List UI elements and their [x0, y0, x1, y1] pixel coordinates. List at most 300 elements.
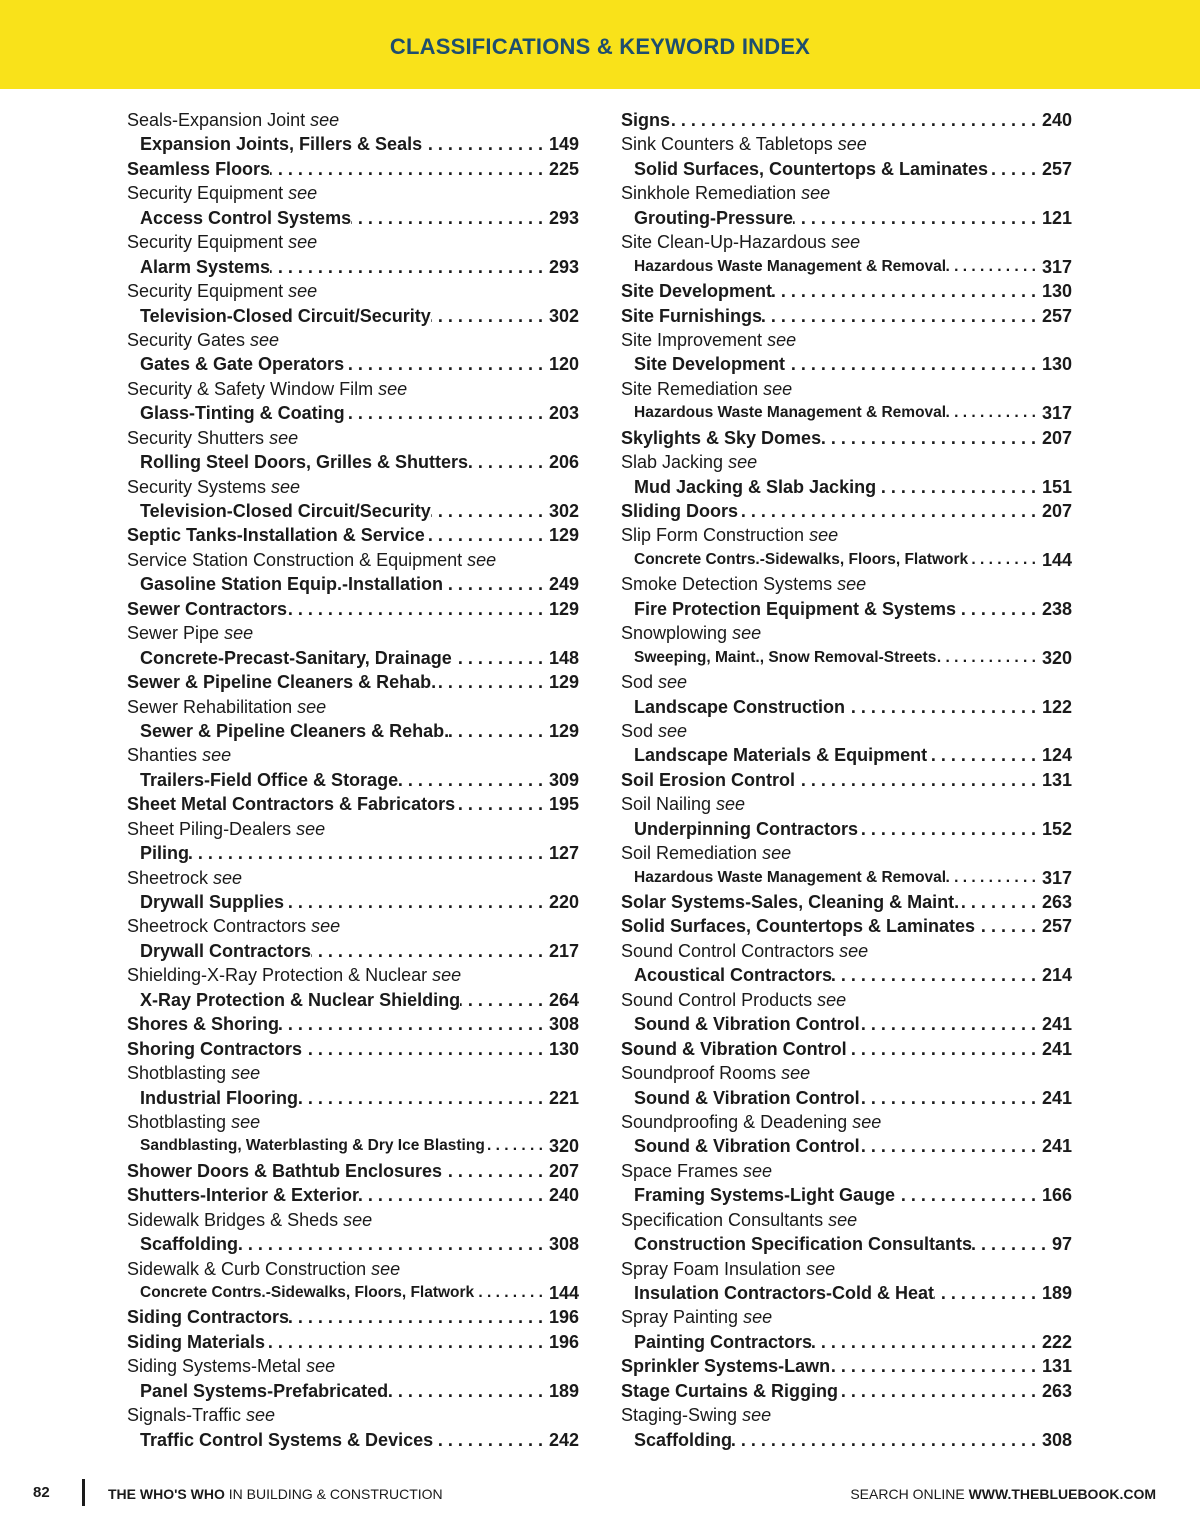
see-reference: [621, 132, 1072, 156]
dot-leader: [670, 108, 1042, 132]
index-entry: [127, 1379, 579, 1403]
see-reference: [621, 1159, 1072, 1183]
see-reference: [127, 279, 579, 303]
see-word: see: [762, 843, 792, 864]
dot-leader: [975, 914, 1042, 938]
entry-page-number: 263: [1041, 892, 1072, 912]
see-reference: [127, 1257, 579, 1281]
index-entry: [127, 523, 579, 547]
index-entry: [127, 401, 579, 425]
entry-classification: Alarm Systems: [140, 256, 271, 277]
entry-page-number: 293: [548, 207, 579, 228]
see-reference: [621, 1257, 1072, 1281]
entry-classification: Landscape Materials & Equipment: [634, 745, 928, 766]
dot-leader: [858, 817, 1042, 841]
entry-page-number: 221: [548, 1087, 579, 1108]
dot-leader: [284, 890, 549, 914]
index-entry: [127, 1232, 579, 1256]
entry-page-number: 152: [1041, 818, 1072, 839]
entry-classification: Solid Surfaces, Countertops & Laminates: [634, 158, 989, 179]
dot-leader: [821, 426, 1042, 450]
dot-leader: [895, 1183, 1042, 1207]
index-entry: [621, 914, 1072, 938]
index-entry: [621, 1330, 1072, 1354]
see-reference: [621, 523, 1072, 547]
see-reference-term: Security Equipment: [127, 281, 284, 302]
entry-page-number: 196: [548, 1307, 579, 1328]
index-entry: [127, 1330, 579, 1354]
index-entry: [621, 890, 1072, 914]
entry-page-number: 122: [1041, 696, 1072, 717]
entry-classification: Grouting-Pressure: [634, 207, 794, 228]
index-entry: [621, 1183, 1072, 1207]
dot-leader: [946, 866, 1042, 890]
index-entry: [621, 597, 1072, 621]
dot-leader: [443, 572, 549, 596]
website-link[interactable]: WWW.THEBLUEBOOK.COM: [968, 1486, 1156, 1502]
see-word: see: [781, 1063, 811, 1084]
index-entry: [127, 352, 579, 376]
see-reference: [127, 377, 579, 401]
see-reference: [127, 426, 579, 450]
see-word: see: [809, 525, 839, 546]
dot-leader: [847, 1037, 1042, 1061]
entry-page-number: 144: [1041, 549, 1072, 570]
dot-leader: [425, 523, 549, 547]
entry-classification: Shores & Shoring: [127, 1014, 280, 1035]
entry-classification: Site Development: [621, 281, 773, 302]
entry-page-number: 263: [1041, 1380, 1072, 1401]
see-reference-term: Site Remediation: [621, 378, 759, 399]
page-title: CLASSIFICATIONS & KEYWORD INDEX: [389, 34, 811, 59]
dot-leader: [936, 646, 1042, 670]
dot-leader: [772, 279, 1042, 303]
entry-classification: Panel Systems-Prefabricated: [140, 1380, 389, 1401]
index-entry: [621, 499, 1072, 523]
entry-classification: Concrete-Precast-Sanitary, Drainage: [140, 647, 452, 668]
see-word: see: [839, 940, 869, 961]
see-reference-term: Sewer Rehabilitation: [127, 696, 293, 717]
dot-leader: [270, 157, 549, 181]
entry-page-number: 130: [548, 1038, 579, 1059]
entry-classification: Sewer & Pipeline Cleaners & Rehab.: [140, 720, 450, 741]
entry-page-number: 130: [1041, 354, 1072, 375]
entry-classification: Construction Specification Consultants: [634, 1234, 973, 1255]
dot-leader: [449, 719, 549, 743]
entry-classification: Fire Protection Equipment & Systems: [634, 598, 957, 619]
entry-classification: Skylights & Sky Domes: [621, 427, 822, 448]
index-entry: [127, 890, 579, 914]
dot-leader: [289, 1305, 549, 1329]
see-reference: [127, 866, 579, 890]
see-reference-term: Sheetrock Contractors: [127, 916, 307, 937]
see-word: see: [658, 672, 688, 693]
see-reference-term: Shotblasting: [127, 1063, 227, 1084]
entry-classification: Industrial Flooring: [140, 1087, 298, 1108]
see-reference: [127, 914, 579, 938]
search-label: SEARCH ONLINE: [850, 1486, 969, 1502]
dot-leader: [956, 597, 1042, 621]
see-reference: [621, 230, 1072, 254]
see-reference: [127, 548, 579, 572]
entry-page-number: 148: [548, 647, 579, 668]
index-entry: [127, 1086, 579, 1110]
index-entry: [127, 1305, 579, 1329]
entry-classification: Concrete Contrs.-Sidewalks, Floors, Flatwork: [140, 1284, 475, 1301]
see-reference: [621, 792, 1072, 816]
see-reference: [621, 1403, 1072, 1427]
dot-leader: [452, 646, 549, 670]
see-reference-term: Smoke Detection Systems: [621, 574, 833, 595]
entry-classification: Insulation Contractors-Cold & Heat: [634, 1283, 935, 1303]
dot-leader: [988, 157, 1042, 181]
see-reference: [127, 695, 579, 719]
index-entry: [127, 1134, 579, 1158]
dot-leader: [287, 597, 549, 621]
entry-page-number: 241: [1041, 1038, 1072, 1059]
index-column-right: [621, 108, 1072, 1452]
see-word: see: [763, 378, 793, 399]
entry-page-number: 207: [1041, 501, 1072, 521]
publication-name: [108, 1486, 443, 1502]
see-reference: [621, 181, 1072, 205]
see-word: see: [432, 965, 462, 986]
entry-page-number: 203: [548, 403, 579, 424]
index-column-left: [127, 108, 579, 1452]
dot-leader: [838, 1379, 1042, 1403]
entry-page-number: 320: [548, 1136, 579, 1157]
dot-leader: [468, 450, 549, 474]
entry-classification: Glass-Tinting & Coating: [140, 403, 345, 424]
entry-page-number: 129: [548, 720, 579, 741]
entry-classification: Sheet Metal Contractors & Fabricators: [127, 794, 456, 815]
dot-leader: [762, 304, 1042, 328]
see-reference-term: Security Gates: [127, 329, 246, 350]
entry-classification: Concrete Contrs.-Sidewalks, Floors, Flatwork: [634, 550, 969, 568]
index-entry: [621, 206, 1072, 230]
entry-classification: Septic Tanks-Installation & Service: [127, 525, 425, 546]
see-reference: [127, 817, 579, 841]
entry-classification: Site Development: [634, 354, 786, 375]
dot-leader: [946, 255, 1042, 279]
see-word: see: [852, 1111, 882, 1132]
dot-leader: [485, 1134, 549, 1158]
entry-classification: Sewer & Pipeline Cleaners & Rehab.: [127, 672, 437, 693]
entry-classification: Sandblasting, Waterblasting & Dry Ice Blasting: [140, 1137, 485, 1155]
entry-classification: X-Ray Protection & Nuclear Shielding: [140, 989, 461, 1010]
see-reference-term: Spray Foam Insulation: [621, 1258, 802, 1279]
see-reference-term: Space Frames: [621, 1160, 739, 1181]
dot-leader: [422, 132, 549, 156]
dot-leader: [972, 1232, 1052, 1256]
dot-leader: [860, 1086, 1042, 1110]
see-reference: [127, 1110, 579, 1134]
see-word: see: [801, 183, 831, 204]
index-entry: [621, 157, 1072, 181]
see-reference-term: Sod: [621, 720, 654, 741]
see-reference-term: Soil Remediation: [621, 843, 758, 864]
see-reference: [621, 841, 1072, 865]
see-reference-term: Sheet Piling-Dealers: [127, 818, 292, 839]
see-reference: [621, 450, 1072, 474]
see-word: see: [767, 329, 797, 350]
entry-page-number: 241: [1041, 1136, 1072, 1157]
entry-page-number: 129: [548, 672, 579, 693]
see-word: see: [246, 1405, 276, 1426]
entry-classification: Sound & Vibration Control: [634, 1014, 860, 1035]
dot-leader: [344, 352, 549, 376]
see-reference: [127, 230, 579, 254]
see-word: see: [728, 452, 758, 473]
see-reference-term: Siding Systems-Metal: [127, 1356, 302, 1377]
see-word: see: [828, 1209, 858, 1230]
see-reference: [621, 1110, 1072, 1134]
dot-leader: [876, 475, 1042, 499]
entry-page-number: 129: [548, 525, 579, 546]
entry-page-number: 308: [1041, 1429, 1072, 1450]
see-reference: [127, 1061, 579, 1085]
entry-classification: Shower Doors & Bathtub Enclosures: [127, 1160, 443, 1181]
see-word: see: [269, 427, 299, 448]
see-reference: [127, 743, 579, 767]
dot-leader: [832, 963, 1042, 987]
see-word: see: [288, 232, 318, 253]
index-entry: [127, 988, 579, 1012]
see-reference: [621, 719, 1072, 743]
see-reference-term: Security & Safety Window Film: [127, 378, 374, 399]
entry-page-number: 196: [548, 1331, 579, 1352]
dot-leader: [345, 401, 549, 425]
dot-leader: [968, 548, 1042, 572]
see-reference-term: Site Improvement: [621, 329, 763, 350]
dot-leader: [946, 401, 1042, 425]
entry-classification: Sound & Vibration Control: [634, 1087, 860, 1108]
index-entry: [127, 719, 579, 743]
entry-classification: Sound & Vibration Control: [621, 1038, 847, 1059]
entry-page-number: 217: [548, 940, 579, 961]
dot-leader: [738, 499, 1042, 523]
see-reference-term: Signals-Traffic: [127, 1405, 242, 1426]
index-entry: [127, 255, 579, 279]
index-entry: [621, 1428, 1072, 1452]
see-word: see: [817, 989, 847, 1010]
entry-page-number: 317: [1041, 403, 1072, 424]
entry-classification: Access Control Systems: [140, 207, 352, 228]
entry-page-number: 195: [548, 794, 579, 815]
entry-classification: Traffic Control Systems & Devices: [140, 1429, 434, 1450]
dot-leader: [830, 1354, 1042, 1378]
entry-page-number: 97: [1051, 1234, 1072, 1255]
entry-page-number: 222: [1041, 1331, 1072, 1352]
see-word: see: [343, 1209, 373, 1230]
search-online: [850, 1486, 1156, 1502]
see-word: see: [467, 549, 497, 570]
see-word: see: [231, 1063, 261, 1084]
see-word: see: [806, 1258, 836, 1279]
see-reference-term: Slab Jacking: [621, 452, 724, 473]
index-entry: [127, 304, 579, 328]
see-reference-term: Sidewalk & Curb Construction: [127, 1258, 367, 1279]
entry-page-number: 225: [548, 158, 579, 179]
entry-page-number: 320: [1041, 647, 1072, 668]
dot-leader: [270, 255, 549, 279]
see-reference: [127, 963, 579, 987]
see-reference: [621, 1061, 1072, 1085]
see-reference-term: Soundproof Rooms: [621, 1063, 777, 1084]
entry-page-number: 131: [1041, 769, 1072, 790]
see-word: see: [742, 1405, 772, 1426]
entry-page-number: 317: [1041, 256, 1072, 277]
index-entry: [127, 841, 579, 865]
entry-page-number: 207: [548, 1160, 579, 1181]
index-entry: [621, 426, 1072, 450]
entry-classification: Sliding Doors: [621, 501, 738, 521]
see-word: see: [271, 476, 301, 497]
index-entry: [127, 939, 579, 963]
index-entry: [621, 1086, 1072, 1110]
dot-leader: [189, 841, 549, 865]
entry-page-number: 131: [1041, 1356, 1072, 1377]
see-reference: [127, 181, 579, 205]
see-reference-term: Security Systems: [127, 476, 267, 497]
entry-classification: Shoring Contractors: [127, 1038, 303, 1059]
see-reference: [127, 108, 579, 132]
entry-classification: Framing Systems-Light Gauge: [634, 1185, 896, 1206]
dot-leader: [398, 768, 549, 792]
entry-page-number: 240: [548, 1185, 579, 1206]
entry-page-number: 189: [548, 1380, 579, 1401]
see-reference-term: Spray Painting: [621, 1307, 739, 1328]
index-entry: [621, 255, 1072, 279]
entry-classification: Sound & Vibration Control: [634, 1136, 860, 1157]
entry-classification: Trailers-Field Office & Storage: [140, 769, 399, 790]
index-entry: [621, 768, 1072, 792]
see-reference-term: Service Station Construction & Equipment: [127, 549, 463, 570]
see-word: see: [837, 574, 867, 595]
entry-classification: Expansion Joints, Fillers & Seals: [140, 134, 423, 155]
see-reference: [127, 1354, 579, 1378]
entry-classification: Solid Surfaces, Countertops & Laminates: [621, 916, 976, 937]
see-reference-term: Sewer Pipe: [127, 623, 220, 644]
dot-leader: [860, 1134, 1042, 1158]
see-reference: [621, 939, 1072, 963]
index-entry: [127, 1428, 579, 1452]
see-reference-term: Sound Control Products: [621, 989, 813, 1010]
entry-classification: Site Furnishings: [621, 305, 763, 326]
see-reference: [621, 621, 1072, 645]
see-reference-term: Sink Counters & Tabletops: [621, 134, 833, 155]
entry-classification: Underpinning Contractors: [634, 818, 858, 839]
entry-classification: Gasoline Station Equip.-Installation: [140, 574, 444, 595]
index-entry: [621, 279, 1072, 303]
index-entry: [127, 157, 579, 181]
see-word: see: [224, 623, 254, 644]
entry-classification: Gates & Gate Operators: [140, 354, 345, 375]
index-entry: [127, 572, 579, 596]
see-word: see: [743, 1160, 773, 1181]
see-reference: [127, 328, 579, 352]
see-reference-term: Shanties: [127, 745, 198, 766]
dot-leader: [793, 206, 1042, 230]
entry-page-number: 121: [1041, 207, 1072, 228]
see-reference: [127, 1403, 579, 1427]
entry-classification: Sweeping, Maint., Snow Removal-Streets: [634, 648, 937, 666]
entry-page-number: 127: [548, 843, 579, 864]
dot-leader: [388, 1379, 549, 1403]
see-reference-term: Specification Consultants: [621, 1209, 824, 1230]
dot-leader: [732, 1428, 1042, 1452]
entry-classification: Landscape Construction: [634, 696, 846, 717]
see-reference-term: Sidewalk Bridges & Sheds: [127, 1209, 339, 1230]
index-entry: [621, 1037, 1072, 1061]
see-reference-term: Security Equipment: [127, 232, 284, 253]
see-reference: [621, 1305, 1072, 1329]
index-entry: [621, 1134, 1072, 1158]
dot-leader: [302, 1037, 549, 1061]
see-reference: [621, 1208, 1072, 1232]
entry-classification: Stage Curtains & Rigging: [621, 1380, 839, 1401]
index-entry: [621, 1379, 1072, 1403]
index-entry: [621, 304, 1072, 328]
entry-classification: Siding Contractors: [127, 1307, 290, 1328]
page-number: 82: [33, 1484, 50, 1501]
dot-leader: [474, 1281, 549, 1305]
entry-classification: Solar Systems-Sales, Cleaning & Maint.: [621, 892, 960, 912]
entry-page-number: 151: [1041, 476, 1072, 497]
dot-leader: [785, 352, 1042, 376]
see-reference: [621, 572, 1072, 596]
entry-page-number: 257: [1041, 916, 1072, 937]
page-footer: [0, 1479, 1200, 1509]
entry-classification: Scaffolding: [634, 1429, 732, 1450]
entry-classification: Signs: [621, 110, 671, 130]
index-entry: [621, 646, 1072, 670]
entry-classification: Rolling Steel Doors, Grilles & Shutters: [140, 452, 469, 473]
entry-classification: Piling: [140, 843, 189, 864]
see-reference-term: Snowplowing: [621, 623, 728, 644]
entry-page-number: 189: [1041, 1283, 1072, 1303]
index-entry: [621, 963, 1072, 987]
see-reference: [621, 988, 1072, 1012]
dot-leader: [860, 1012, 1042, 1036]
see-word: see: [297, 696, 327, 717]
see-reference-term: Shielding-X-Ray Protection & Nuclear: [127, 965, 428, 986]
see-reference-term: Security Equipment: [127, 183, 284, 204]
dot-leader: [460, 988, 549, 1012]
see-reference-term: Site Clean-Up-Hazardous: [621, 232, 827, 253]
entry-classification: Seamless Floors: [127, 158, 271, 179]
entry-classification: Television-Closed Circuit/Security: [140, 501, 431, 521]
entry-classification: Painting Contractors: [634, 1331, 813, 1352]
entry-page-number: 240: [1041, 110, 1072, 130]
index-entry: [621, 108, 1072, 132]
see-word: see: [716, 794, 746, 815]
entry-page-number: 206: [548, 452, 579, 473]
index-entry: [621, 1232, 1072, 1256]
index-entry: [127, 1183, 579, 1207]
see-reference-term: Seals-Expansion Joint: [127, 110, 306, 130]
dot-leader: [927, 743, 1042, 767]
entry-classification: Hazardous Waste Management & Removal: [634, 868, 947, 886]
index-entry: [621, 401, 1072, 425]
dot-leader: [959, 890, 1042, 914]
index-entry: [127, 1012, 579, 1036]
see-word: see: [311, 916, 341, 937]
index-entry: [621, 866, 1072, 890]
index-entry: [621, 695, 1072, 719]
index-entry: [621, 743, 1072, 767]
dot-leader: [431, 499, 549, 523]
